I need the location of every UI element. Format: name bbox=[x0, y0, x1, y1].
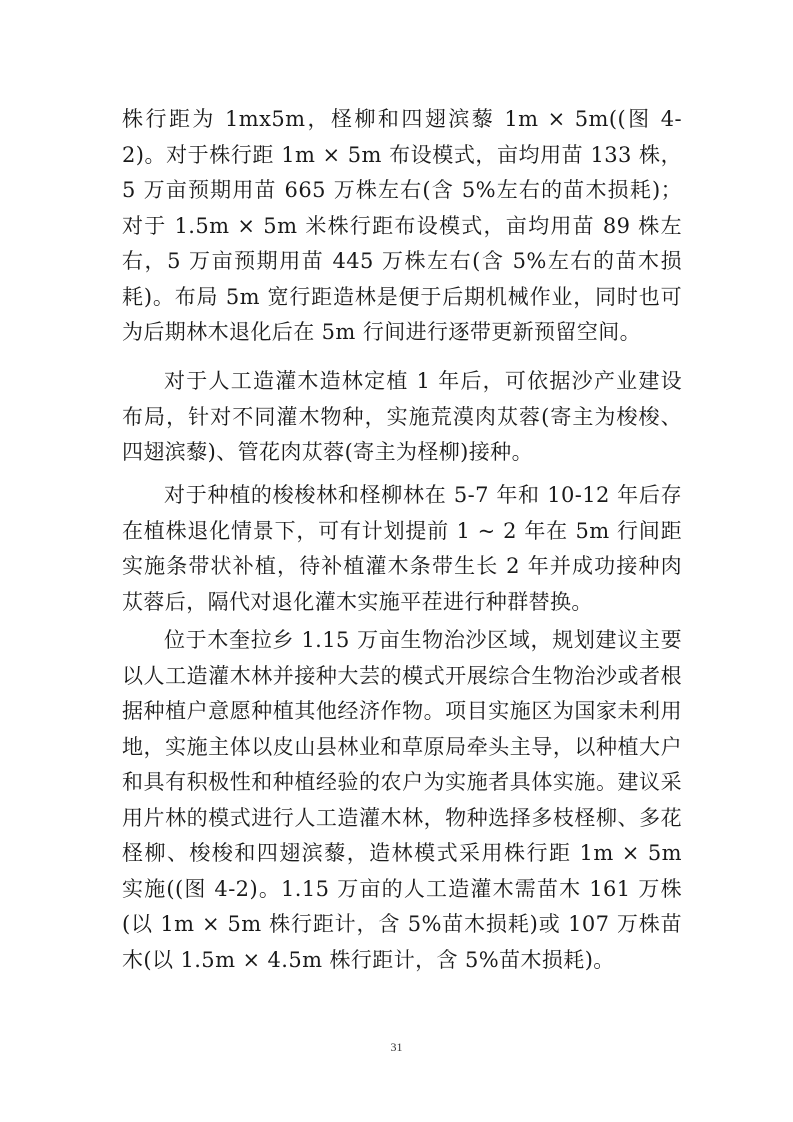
paragraph-planting-spacing: 株行距为 1mx5m，柽柳和四翅滨藜 1m × 5m((图 4-2)。对于株行距 1m × 5m 布设模式，亩均用苗 133 株，5 万亩预期用苗 665 万株左右(含 5%左右的苗木损耗)； 对于 1.5m × 5m 米株行距布设模式，亩均用苗 89 株左右，5 万亩预期用苗 445 万株左右(含 5%左右的苗木损耗)。布局 5m 宽行距造林是便于后期机械作业，同时也可为后期林木退化后在 5m 行间进行逐带更新预留空间。 bbox=[122, 107, 682, 344]
page-number: 31 bbox=[390, 1040, 403, 1054]
paragraph-cistanche-inoculation: 对于人工造灌木造林定植 1 年后，可依据沙产业建设布局，针对不同灌木物种，实施荒漠肉苁蓉(寄主为梭梭、四翅滨藜)、管花肉苁蓉(寄主为柽柳)接种。 bbox=[122, 369, 682, 464]
paragraph-mukuila-biological-sand-control: 位于木奎拉乡 1.15 万亩生物治沙区域，规划建议主要以人工造灌木林并接种大芸的模式开展综合生物治沙或者根据种植户意愿种植其他经济作物。项目实施区为国家未利用地，实施主体以皮山县林业和草原局牵头主导，以种植大户和具有积极性和种植经验的农户为实施者具体实施。建议采用片林的模式进行人工造灌木林，物种选择多枝柽柳、多花柽柳、梭梭和四翅滨藜，造林模式采用株行距 1m × 5m 实施((图 4-2)。1.15 万亩的人工造灌木需苗木 161 万株(以 1m × 5m 株行距计，含 5%苗木损耗)或 107 万株苗木(以 1.5m × 4.5m 株行距计，含 5%苗木损耗)。 bbox=[122, 628, 682, 972]
paragraph-replanting-renewal: 对于种植的梭梭林和柽柳林在 5-7 年和 10-12 年后存在植株退化情景下，可有计划提前 1 ~ 2 年在 5m 行间距实施条带状补植，待补植灌木条带生长 2 年并成功接种肉苁蓉后，隔代对退化灌木实施平茬进行种群替换。 bbox=[122, 483, 682, 614]
